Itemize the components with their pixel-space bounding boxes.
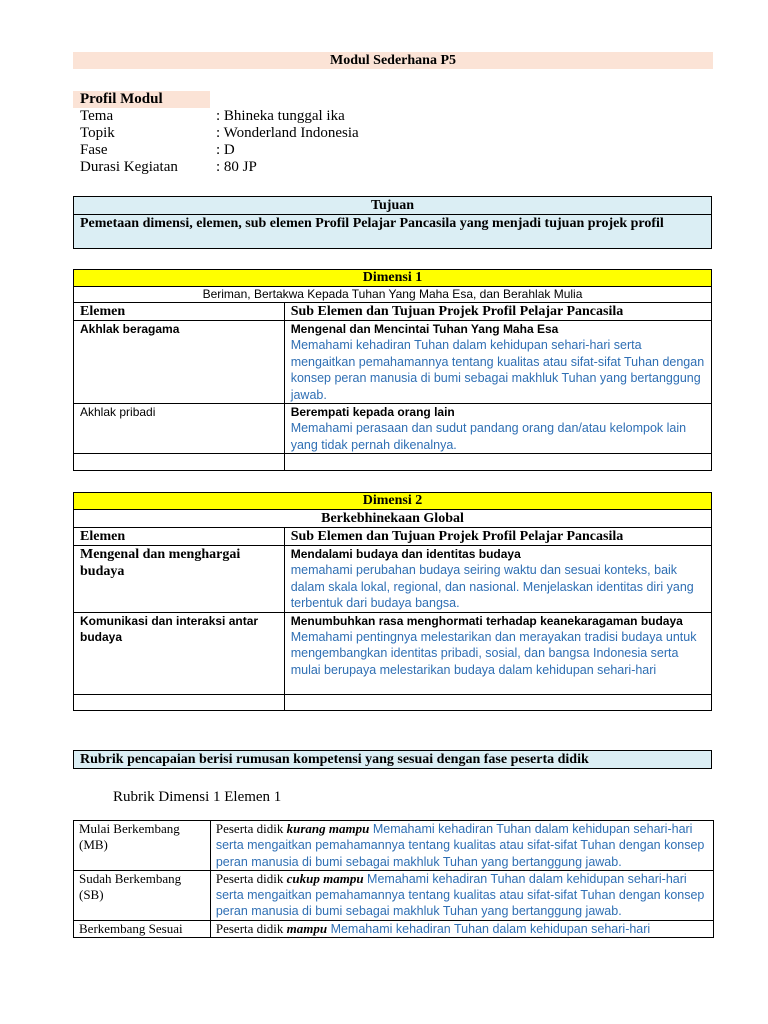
- rubrik-desc-mb-emph: kurang mampu: [286, 821, 370, 836]
- dimensi2-sub-2-title: Menumbuhkan rasa menghormati terhadap keanekaragaman budaya: [290, 613, 683, 628]
- rubrik-desc-sb-prefix: Peserta didik: [215, 870, 287, 886]
- rubrik-level-mb: Mulai Berkembang (MB): [74, 821, 211, 871]
- dimensi1-heading: Dimensi 1: [74, 270, 712, 287]
- module-title: Modul Sederhana P5: [73, 52, 713, 69]
- rubrik-heading: Rubrik pencapaian berisi rumusan kompetensi yang sesuai dengan fase peserta didik: [73, 750, 712, 769]
- dimensi1-subtitle: Beriman, Bertakwa Kepada Tuhan Yang Maha Esa, dan Berahlak Mulia: [74, 287, 712, 303]
- dimensi1-table: [73, 269, 712, 471]
- dimensi2-sub-1: [284, 546, 711, 613]
- rubrik-desc-sb: [210, 870, 713, 920]
- rubrik-desc-bsh-text: Memahami kehadiran Tuhan dalam kehidupan sehari-hari: [327, 921, 651, 936]
- tujuan-heading: Tujuan: [74, 197, 711, 215]
- rubrik-desc-mb-text: Memahami kehadiran Tuhan dalam kehidupan sehari-hari serta mengaitkan pemahamannya tentang kualitas atau sifat-sifat Tuhan dengan konsep peran manusia di bumi sebagai makhluk Tuhan yang bertanggung jawab.: [215, 822, 705, 869]
- dimensi2-sub-1-text: memahami perubahan budaya seiring waktu dan sesuai konteks, baik dalam skala lokal, regional, dan nasional. Menjelaskan identitas diri yang terbentuk dari budaya bangsa.: [290, 563, 694, 610]
- dimensi1-sub-2-text: Memahami perasaan dan sudut pandang orang dan/atau kelompok lain yang tidak pernah dikenalnya.: [290, 421, 687, 452]
- profil-label-durasi: Durasi Kegiatan: [80, 159, 178, 175]
- dimensi2-elemen-2: Komunikasi dan interaksi antar budaya: [74, 612, 285, 694]
- dimensi1-sub-1-text: Memahami kehadiran Tuhan dalam kehidupan sehari-hari serta mengaitkan pemahamannya tentang kualitas atau sifat-sifat Tuhan dengan konsep peran manusia di bumi sebagai makhluk Tuhan yang bertanggung jawab.: [290, 338, 705, 402]
- rubrik-label: Rubrik Dimensi 1 Elemen 1: [113, 789, 282, 805]
- dimensi1-empty-cell-2: [284, 454, 711, 471]
- dimensi2-empty-cell-1: [74, 694, 285, 710]
- dimensi2-sub-2: [284, 612, 711, 694]
- dimensi2-col-sub: Sub Elemen dan Tujuan Projek Profil Pelajar Pancasila: [284, 528, 711, 546]
- rubrik-desc-mb-prefix: Peserta didik: [215, 821, 287, 836]
- profil-value-tema: : Bhineka tunggal ika: [216, 108, 345, 124]
- dimensi2-subtitle: Berkebhinekaan Global: [74, 510, 712, 528]
- rubrik-desc-bsh-prefix: Peserta didik: [215, 920, 287, 936]
- rubrik-table: [73, 820, 714, 938]
- dimensi1-sub-2-title: Berempati kepada orang lain: [290, 405, 455, 419]
- tujuan-text: Pemetaan dimensi, elemen, sub elemen Profil Pelajar Pancasila yang menjadi tujuan projek profil: [80, 216, 664, 231]
- dimensi2-table: [73, 492, 712, 711]
- tujuan-box: [73, 196, 712, 249]
- rubrik-level-sb: Sudah Berkembang (SB): [74, 870, 211, 920]
- profil-value-topik: : Wonderland Indonesia: [216, 125, 359, 141]
- dimensi1-col-elemen: Elemen: [74, 303, 285, 321]
- rubrik-desc-bsh-emph: mampu: [286, 920, 328, 936]
- profil-value-fase: : D: [216, 142, 235, 158]
- dimensi2-heading: Dimensi 2: [74, 493, 712, 510]
- rubrik-desc-sb-text: Memahami kehadiran Tuhan dalam kehidupan sehari-hari serta mengaitkan pemahamannya tentang kualitas atau sifat-sifat Tuhan dengan konsep peran manusia di bumi sebagai makhluk Tuhan yang bertanggung jawab.: [215, 871, 705, 919]
- dimensi1-sub-1-title: Mengenal dan Mencintai Tuhan Yang Maha Esa: [290, 322, 559, 336]
- dimensi2-sub-1-title: Mendalami budaya dan identitas budaya: [290, 547, 521, 561]
- rubrik-level-bsh: Berkembang Sesuai: [74, 920, 211, 937]
- profil-value-durasi: : 80 JP: [216, 159, 257, 175]
- dimensi2-col-elemen: Elemen: [74, 528, 285, 546]
- rubrik-desc-sb-emph: cukup mampu: [286, 870, 364, 886]
- dimensi2-elemen-1: Mengenal dan menghargai budaya: [74, 546, 285, 613]
- dimensi1-col-sub: Sub Elemen dan Tujuan Projek Profil Pelajar Pancasila: [284, 303, 711, 321]
- rubrik-desc-mb: [210, 821, 713, 871]
- dimensi2-sub-2-text: Memahami pentingnya melestarikan dan merayakan tradisi budaya untuk mengembangkan identitas pribadi, sosial, dan bangsa Indonesia serta mulai berupaya melestarikan budaya dalam kehidupan sehari-hari: [290, 629, 697, 677]
- profil-heading: Profil Modul: [73, 91, 210, 108]
- profil-label-tema: Tema: [80, 108, 114, 124]
- dimensi2-empty-cell-2: [284, 694, 711, 710]
- dimensi1-sub-2: [284, 404, 711, 454]
- dimensi1-empty-cell-1: [74, 454, 285, 471]
- dimensi1-sub-1: [284, 321, 711, 404]
- profil-label-topik: Topik: [80, 125, 115, 141]
- dimensi1-elemen-2: Akhlak pribadi: [74, 404, 285, 454]
- dimensi1-elemen-1: Akhlak beragama: [74, 321, 285, 404]
- profil-label-fase: Fase: [80, 142, 108, 158]
- rubrik-desc-bsh: [210, 920, 713, 937]
